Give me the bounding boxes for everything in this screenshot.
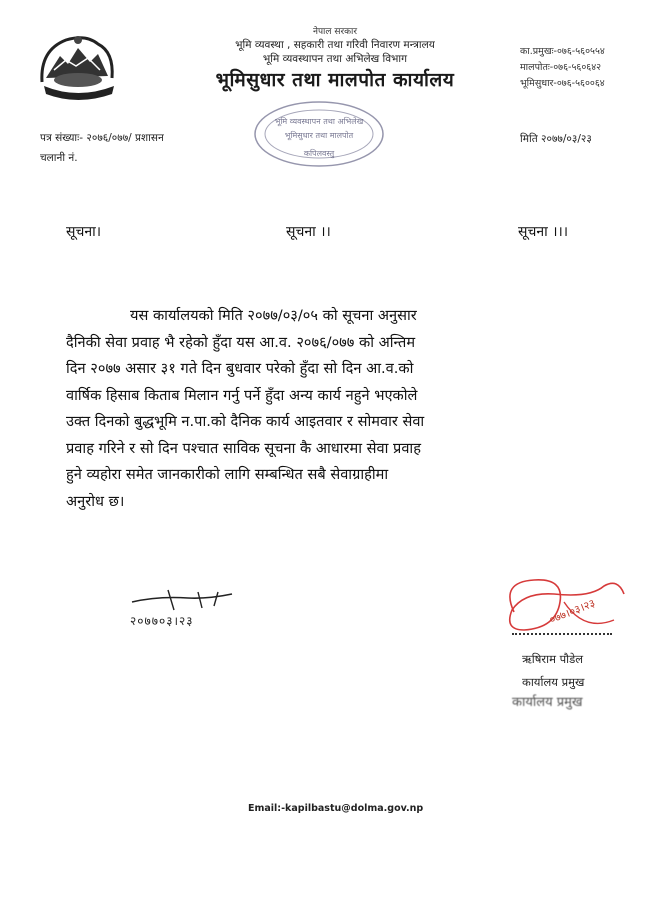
office-stamp: [244, 96, 394, 172]
body-line: दैनिकी सेवा प्रवाह भै रहेको हुँदा यस आ.व. २०७६/०७७ को अन्तिम: [66, 333, 416, 351]
ministry-name: भूमि व्यवस्था , सहकारी तथा गरिवी निवारण मन्त्रालय: [235, 39, 435, 51]
officer-name: ऋषिराम पौडेल: [522, 652, 584, 666]
notice-title-2: सूचना ।।: [286, 224, 331, 240]
body-line: अनुरोध छ।: [66, 492, 125, 510]
department-name: भूमि व्यवस्थापन तथा अभिलेख विभाग: [262, 53, 408, 65]
officer-title: कार्यालय प्रमुख: [522, 675, 585, 689]
notice-title-1: सूचना।: [66, 224, 102, 240]
letter-date: मिति २०७७/०३/२३: [520, 133, 592, 145]
body-line: वार्षिक हिसाब किताब मिलान गर्नु पर्ने हुँदा अन्य कार्य नहुने भएकोले: [66, 386, 418, 404]
body-line: प्रवाह गरिने र सो दिन पश्चात साविक सूचना कै आधारमा सेवा प्रवाह: [66, 439, 421, 457]
right-signature-date: ०७७।०३।२३: [547, 596, 598, 627]
phone-office-chief: का.प्रमुखः-०७६-५६०५५४: [520, 46, 605, 57]
body-line: हुने व्यहोरा समेत जानकारीको लागि सम्बन्धित सबै सेवाग्राहीमा: [66, 466, 389, 483]
phone-list: [520, 44, 605, 92]
body-line: यस कार्यालयको मिति २०७७/०३/०५ को सूचना अनुसार: [130, 307, 417, 324]
notice-body: [66, 303, 606, 515]
body-line: उक्त दिनको बुद्धभूमि न.पा.को दैनिक कार्य आइतवार र सोमवार सेवा: [66, 413, 425, 430]
stamp-line-3: कपिलवस्तु: [303, 149, 335, 158]
phone-malpot: मालपोतः-०७६-५६०६४२: [520, 62, 602, 73]
left-signature-date: २०७७०३।२३: [130, 614, 194, 628]
notice-title-3: सूचना ।।।: [518, 224, 569, 240]
reference-block: [40, 128, 164, 168]
officer-stamp-title: कार्यालय प्रमुख: [512, 695, 583, 710]
stamp-line-2: भूमिसुधार तथा मालपोत: [284, 131, 354, 140]
stamp-line-1: भूमि व्यवस्थापन तथा अभिलेख: [274, 117, 364, 126]
signature-line: [512, 633, 612, 635]
body-line: दिन २०७७ असार ३१ गते दिन बुधवार परेको हुँदा सो दिन आ.व.को: [66, 360, 414, 377]
phone-land-reform: भूमिसुधार-०७६-५६००६४: [520, 78, 605, 89]
government-label: नेपाल सरकार: [312, 27, 358, 37]
letter-number: पत्र संख्याः- २०७६/०७७/ प्रशासन: [40, 132, 164, 144]
office-title: भूमिसुधार तथा मालपोत कार्यालय: [215, 69, 455, 91]
office-email: Email:-kapilbastu@dolma.gov.np: [248, 803, 424, 814]
letterhead: [150, 26, 520, 92]
dispatch-number: चलानी नं.: [40, 152, 78, 164]
nepal-government-emblem: [36, 30, 120, 104]
